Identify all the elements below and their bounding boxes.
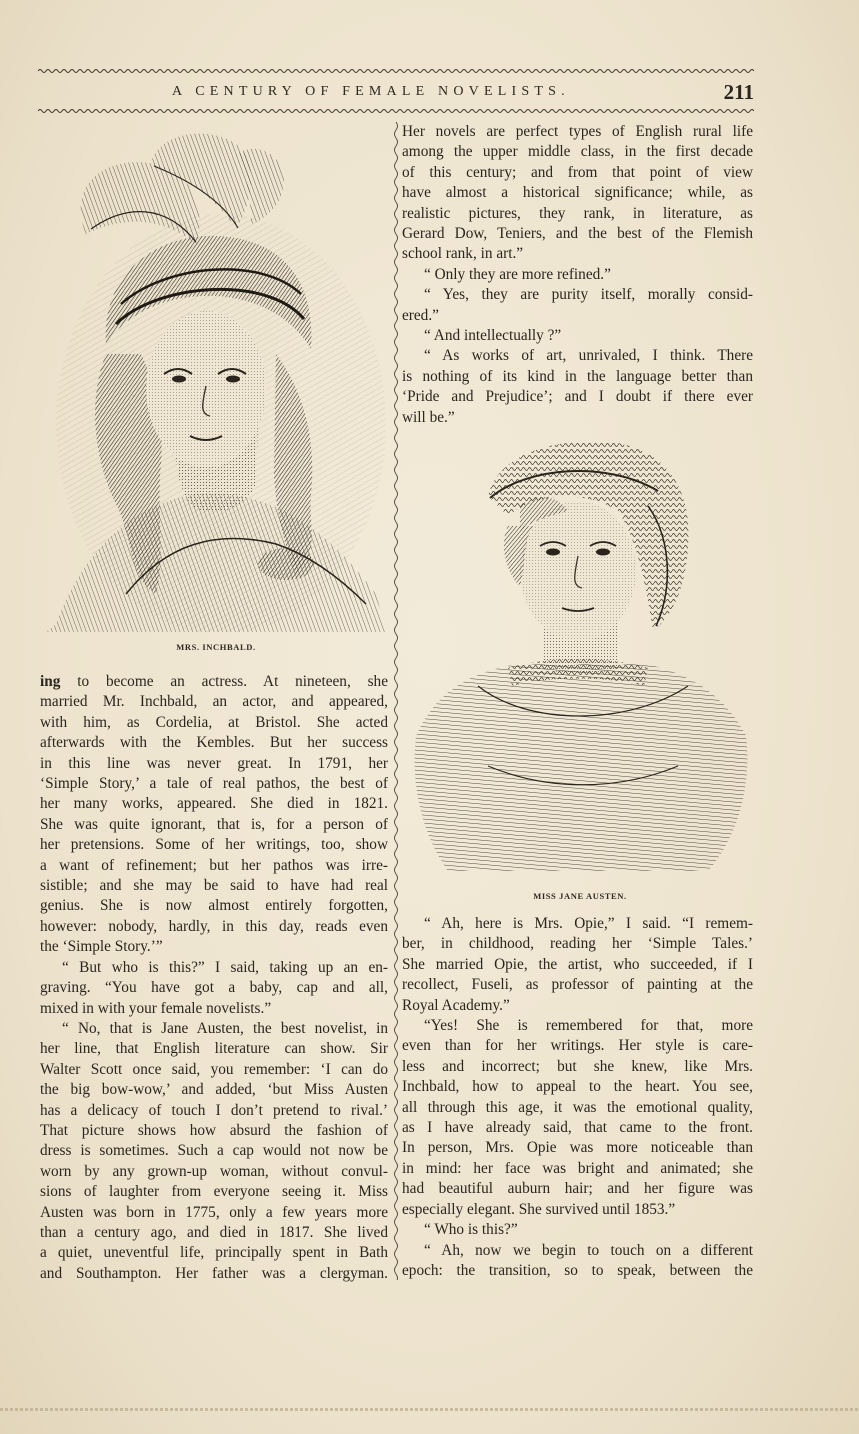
text-line: “ Ah, here is Mrs. Opie,” I said. “I remem- xyxy=(424,915,753,932)
paragraph xyxy=(402,914,753,1016)
paragraph xyxy=(40,672,388,958)
text-line: “ Ah, now we begin to touch on a different xyxy=(424,1241,753,1259)
right-column-bottom xyxy=(402,914,753,1281)
text-line: all through this age, it was the emotional quality, xyxy=(402,1098,753,1116)
text-line: ‘Pride and Prejudice’; and I doubt if there ever xyxy=(402,388,753,406)
text-line: less and incorrect; but she knew, like Mrs. xyxy=(402,1057,753,1075)
engraving-inchbald-illustration xyxy=(46,124,386,632)
text-line: Gerard Dow, Teniers, and the best of the Flemish xyxy=(402,225,753,243)
text-line: a quiet, uneventful life, principally spent in Bath xyxy=(40,1244,388,1262)
header-rule-top xyxy=(38,68,754,74)
text-line: with him, as Cordelia, at Bristol. She acted xyxy=(40,713,388,731)
text-line: had beautiful auburn hair; and her figure was xyxy=(402,1180,753,1198)
text-line: epoch: the transition, so to speak, between the xyxy=(402,1261,753,1279)
paragraph xyxy=(40,1019,388,1284)
text-line: ered.” xyxy=(402,306,439,324)
running-head xyxy=(38,82,754,106)
text-line: “Yes! She is remembered for that, more xyxy=(424,1017,753,1035)
text-line: “ Who is this?” xyxy=(424,1221,518,1239)
text-line: dress is sometimes. Such a cap would not now be xyxy=(40,1142,388,1160)
bold-lead-word: ing xyxy=(40,673,61,690)
bottom-edge-rule xyxy=(0,1408,859,1411)
text-line: even than for her writings. Her style is care- xyxy=(402,1037,753,1055)
text-line: “ As works of art, unrivaled, I think. There xyxy=(424,347,753,365)
text-line: than a century ago, and died in 1817. She lived xyxy=(40,1223,388,1241)
text-line: Walter Scott once said, you remember: ‘I can do xyxy=(40,1060,388,1078)
text-line: She was quite ignorant, that is, for a person of xyxy=(40,815,388,833)
paragraph xyxy=(402,1241,753,1282)
text-line: as I have already said, that came to the front. xyxy=(402,1119,753,1137)
text-line: especially elegant. She survived until 1853.” xyxy=(402,1200,676,1218)
text-line xyxy=(40,672,388,692)
text-line: In person, Mrs. Opie was more noticeable than xyxy=(402,1139,753,1157)
text-line: “ No, that is Jane Austen, the best novelist, in xyxy=(62,1019,388,1037)
text-line: ‘Simple Story,’ a tale of real pathos, the best of xyxy=(40,775,388,793)
column-divider xyxy=(392,122,400,1280)
text-line: afterwards with the Kembles. But her success xyxy=(40,734,388,752)
page-number: 211 xyxy=(723,80,754,104)
text-line: the ‘Simple Story.’” xyxy=(40,938,163,956)
paragraph xyxy=(402,122,753,265)
text-line: genius. She is now almost entirely forgotten, xyxy=(40,897,388,915)
text-line: of this century; and from that point of view xyxy=(402,163,753,181)
text-line: “ But who is this?” I said, taking up an en- xyxy=(62,958,388,976)
text-line: a want of refinement; but her pathos was irre- xyxy=(40,856,388,874)
portrait-miss-jane-austen xyxy=(408,436,752,880)
text-line: sistible; and she may be said to have had real xyxy=(40,877,388,895)
text-line: the big bow-wow,’ and added, ‘but Miss Austen xyxy=(40,1081,388,1099)
text-line: That picture shows how absurd the fashion of xyxy=(40,1121,388,1139)
header-rule-bottom xyxy=(38,108,754,114)
paragraph xyxy=(402,1016,753,1220)
text-line: and Southampton. Her father was a clergyman. xyxy=(40,1264,388,1282)
text-line: “ Yes, they are purity itself, morally consid- xyxy=(424,286,753,304)
text-line: sions of laughter from everyone seeing it. Miss xyxy=(40,1183,388,1201)
text-line: She married Opie, the artist, who succeeded, if I xyxy=(402,955,753,973)
text-line: in mind: her face was bright and animated; she xyxy=(402,1159,753,1177)
text-line: have almost a historical significance; while, as xyxy=(402,184,753,202)
text-line: her pretensions. Some of her writings, too, show xyxy=(40,836,388,854)
text-line: school rank, in art.” xyxy=(402,245,524,263)
paragraph xyxy=(402,1220,753,1240)
text-line: however: nobody, hardly, in this day, reads even xyxy=(40,917,388,935)
text-line: realistic pictures, they rank, in literature, as xyxy=(402,204,753,222)
text-line: graving. “You have got a baby, cap and all, xyxy=(40,979,388,997)
paragraph xyxy=(402,346,753,428)
text-line: mixed in with your female novelists.” xyxy=(40,999,272,1017)
text-line: “ Only they are more refined.” xyxy=(424,265,611,283)
left-column-body xyxy=(40,672,388,1284)
engraving-austen-illustration xyxy=(408,436,752,880)
text-line: in this line was never great. In 1791, her xyxy=(40,754,388,772)
text-line: “ And intellectually ?” xyxy=(424,327,562,345)
paragraph xyxy=(402,326,753,346)
text-line: Her novels are perfect types of English rural life xyxy=(402,123,753,140)
text-line: ber, in childhood, reading her ‘Simple Tales.’ xyxy=(402,935,753,953)
text-line: Austen was born in 1775, only a few years more xyxy=(40,1203,388,1221)
paragraph xyxy=(402,265,753,285)
right-column-top xyxy=(402,122,753,428)
text-line: Royal Academy.” xyxy=(402,996,510,1014)
text-line: Inchbald, how to appeal to the heart. You see, xyxy=(402,1078,753,1096)
text-line: her line, that English literature can show. Sir xyxy=(40,1040,388,1058)
paragraph xyxy=(40,958,388,1019)
text-line: married Mr. Inchbald, an actor, and appeared, xyxy=(40,693,388,711)
portrait-mrs-inchbald xyxy=(46,124,386,632)
text-line: among the upper middle class, in the first decade xyxy=(402,143,753,161)
text-line: recollect, Fuseli, as professor of painting at the xyxy=(402,976,753,994)
text-line: her many works, appeared. She died in 1821. xyxy=(40,795,388,813)
paragraph xyxy=(402,285,753,326)
text-line: will be.” xyxy=(402,408,455,426)
text-line: has a delicacy of touch I don’t pretend to rival.’ xyxy=(40,1101,388,1119)
text-line: worn by any grown-up woman, without convul- xyxy=(40,1162,388,1180)
text-line: is nothing of its kind in the language better than xyxy=(402,367,753,385)
caption-mrs-inchbald: MRS. INCHBALD. xyxy=(176,642,256,652)
caption-miss-jane-austen: MISS JANE AUSTEN. xyxy=(533,891,627,901)
text-run: to become an actress. At nineteen, she xyxy=(60,673,388,690)
running-title: A CENTURY OF FEMALE NOVELISTS. xyxy=(172,84,570,99)
